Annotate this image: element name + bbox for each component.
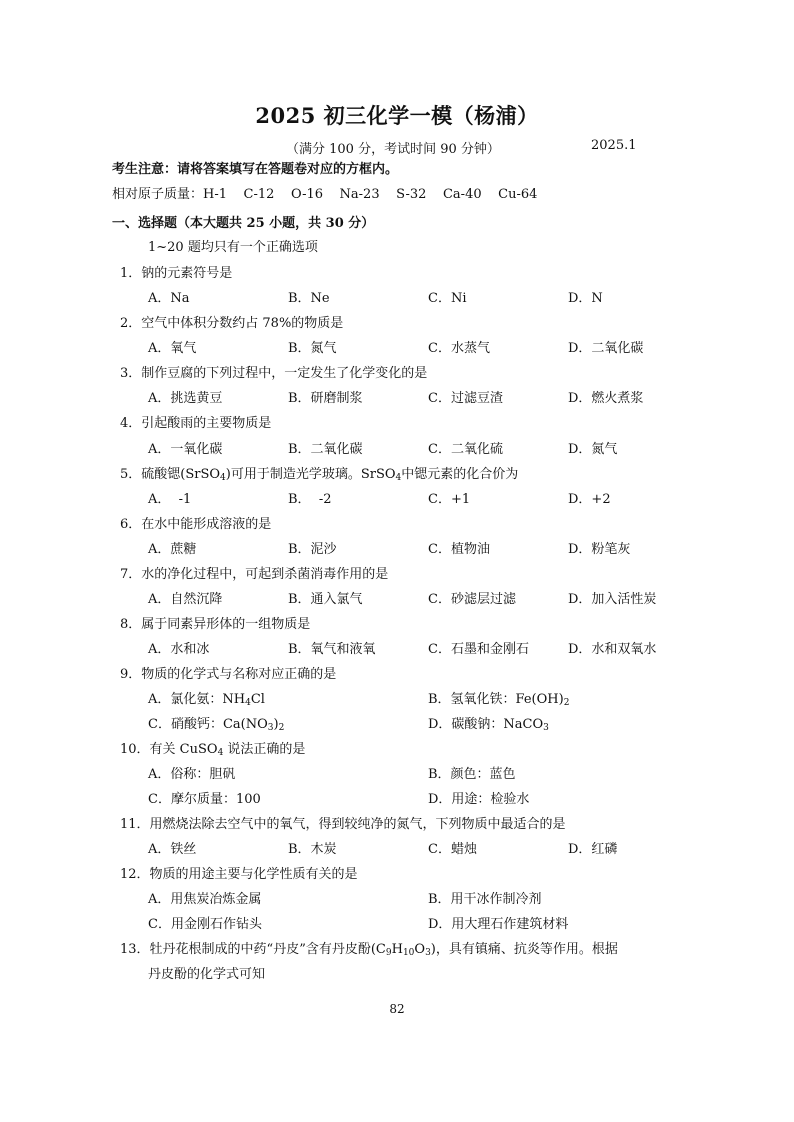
option-d: D．碳酸钠：NaCO3 xyxy=(428,717,549,733)
option-a: A． -1 xyxy=(148,492,192,507)
question-stem: 10．有关 CuSO4 说法正确的是 xyxy=(120,742,306,758)
exam-date: 2025.1 xyxy=(591,138,637,153)
question-stem: 4．引起酸雨的主要物质是 xyxy=(120,416,272,431)
option-c: C．摩尔质量：100 xyxy=(148,792,261,807)
section-heading: 一、选择题（本大题共 25 小题，共 30 分） xyxy=(112,216,375,231)
option-a: A．氯化氨：NH4Cl xyxy=(148,692,265,708)
option-a: A．氧气 xyxy=(148,341,197,356)
option-d: D．二氧化碳 xyxy=(568,341,644,356)
option-c: C．植物油 xyxy=(428,542,490,557)
option-b: B．氢氧化铁：Fe(OH)2 xyxy=(428,692,570,708)
question-stem: 1．钠的元素符号是 xyxy=(120,266,233,281)
option-b: B．泥沙 xyxy=(288,542,337,557)
option-c: C．水蒸气 xyxy=(428,341,490,356)
question-stem-continued: 丹皮酚的化学式可知 xyxy=(148,967,266,982)
option-c: C．+1 xyxy=(428,492,471,507)
option-c: C．石墨和金刚石 xyxy=(428,642,529,657)
option-a: A．铁丝 xyxy=(148,842,197,857)
option-b: B．用干冰作制冷剂 xyxy=(428,892,542,907)
option-b: B．氮气 xyxy=(288,341,337,356)
question-stem: 7．水的净化过程中，可起到杀菌消毒作用的是 xyxy=(120,567,389,582)
option-d: D．用大理石作建筑材料 xyxy=(428,917,569,932)
question-stem: 5．硫酸锶(SrSO4)可用于制造光学玻璃。SrSO4中锶元素的化合价为 xyxy=(120,467,519,483)
page-title: 2025 初三化学一模（杨浦） xyxy=(255,103,539,128)
option-b: B．氧气和液氧 xyxy=(288,642,376,657)
option-d: D．加入活性炭 xyxy=(568,592,657,607)
option-d: D．+2 xyxy=(568,492,611,507)
option-c: C．Ni xyxy=(428,291,467,306)
option-d: D．N xyxy=(568,291,603,306)
question-stem: 9．物质的化学式与名称对应正确的是 xyxy=(120,667,337,682)
option-a: A．自然沉降 xyxy=(148,592,223,607)
option-a: A．用焦炭冶炼金属 xyxy=(148,892,262,907)
question-stem: 8．属于同素异形体的一组物质是 xyxy=(120,617,311,632)
exam-meta: （满分 100 分，考试时间 90 分钟） xyxy=(286,142,500,157)
option-a: A．蔗糖 xyxy=(148,542,197,557)
option-d: D．红磷 xyxy=(568,842,618,857)
section-instruction: 1~20 题均只有一个正确选项 xyxy=(148,240,318,255)
option-d: D．燃火煮浆 xyxy=(568,391,644,406)
option-b: B．二氧化碳 xyxy=(288,442,363,457)
atomic-masses: 相对原子质量：H-1 C-12 O-16 Na-23 S-32 Ca-40 Cu-64 xyxy=(112,187,538,202)
question-stem: 11．用燃烧法除去空气中的氧气，得到较纯净的氮气，下列物质中最适合的是 xyxy=(120,817,566,832)
question-stem: 2．空气中体积分数约占 78%的物质是 xyxy=(120,316,344,331)
option-b: B．木炭 xyxy=(288,842,337,857)
question-stem: 12．物质的用途主要与化学性质有关的是 xyxy=(120,867,358,882)
option-c: C．二氧化硫 xyxy=(428,442,503,457)
option-b: B．研磨制浆 xyxy=(288,391,363,406)
option-c: C．砂滤层过滤 xyxy=(428,592,516,607)
option-a: A．水和冰 xyxy=(148,642,210,657)
option-b: B． -2 xyxy=(288,492,332,507)
option-b: B．Ne xyxy=(288,291,330,306)
question-stem: 6．在水中能形成溶液的是 xyxy=(120,517,272,532)
question-stem: 13．牡丹花根制成的中药“丹皮”含有丹皮酚(C9H10O3)，具有镇痛、抗炎等作用。根据 xyxy=(120,942,618,958)
question-stem: 3．制作豆腐的下列过程中，一定发生了化学变化的是 xyxy=(120,366,428,381)
option-c: C．硝酸钙：Ca(NO3)2 xyxy=(148,717,285,733)
option-c: C．用金刚石作钻头 xyxy=(148,917,262,932)
option-b: B．通入氯气 xyxy=(288,592,363,607)
option-a: A．一氧化碳 xyxy=(148,442,223,457)
option-d: D．用途：检验水 xyxy=(428,792,530,807)
page-number: 82 xyxy=(389,1002,405,1016)
option-c: C．过滤豆渣 xyxy=(428,391,503,406)
option-a: A．挑选黄豆 xyxy=(148,391,223,406)
option-a: A．俗称：胆矾 xyxy=(148,767,236,782)
option-d: D．氮气 xyxy=(568,442,618,457)
option-b: B．颜色：蓝色 xyxy=(428,767,516,782)
option-c: C．蜡烛 xyxy=(428,842,477,857)
option-a: A．Na xyxy=(148,291,190,306)
option-d: D．粉笔灰 xyxy=(568,542,631,557)
exam-notice: 考生注意：请将答案填写在答题卷对应的方框内。 xyxy=(112,162,399,177)
option-d: D．水和双氧水 xyxy=(568,642,657,657)
